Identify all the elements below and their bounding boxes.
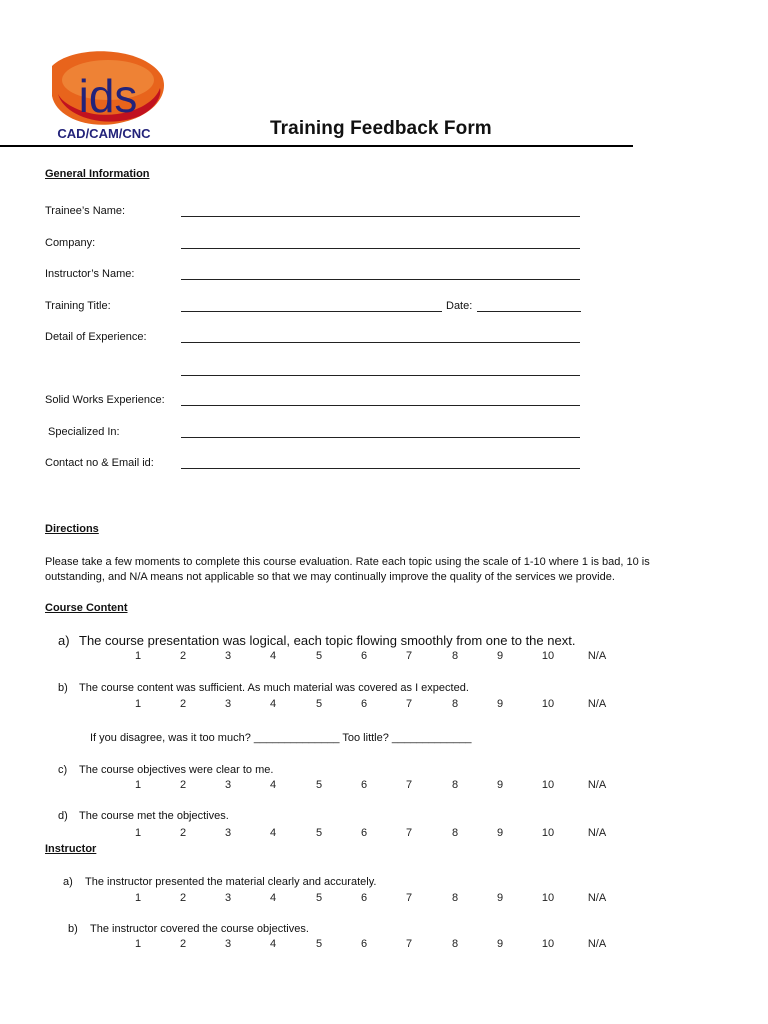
general-info-heading: General Information bbox=[45, 168, 150, 180]
training-title-label: Training Title: bbox=[45, 300, 111, 312]
rating-option-2[interactable]: 2 bbox=[179, 779, 187, 791]
rating-option-7[interactable]: 7 bbox=[405, 892, 413, 904]
rating-option-1[interactable]: 1 bbox=[134, 938, 142, 950]
question-text: The course met the objectives. bbox=[79, 810, 229, 822]
instructor-heading: Instructor bbox=[45, 843, 97, 855]
rating-option-6[interactable]: 6 bbox=[360, 779, 368, 791]
rating-option-6[interactable]: 6 bbox=[360, 892, 368, 904]
rating-option-8[interactable]: 8 bbox=[451, 698, 459, 710]
rating-option-8[interactable]: 8 bbox=[451, 892, 459, 904]
rating-option-5[interactable]: 5 bbox=[315, 938, 323, 950]
rating-option-7[interactable]: 7 bbox=[405, 779, 413, 791]
rating-option-10[interactable]: 10 bbox=[541, 827, 555, 839]
question-letter: a) bbox=[63, 876, 73, 888]
rating-option-9[interactable]: 9 bbox=[496, 938, 504, 950]
rating-option-10[interactable]: 10 bbox=[541, 892, 555, 904]
rating-option-2[interactable]: 2 bbox=[179, 650, 187, 662]
company-logo bbox=[44, 46, 170, 142]
rating-option-10[interactable]: 10 bbox=[541, 938, 555, 950]
header-divider bbox=[0, 145, 633, 147]
rating-option-1[interactable]: 1 bbox=[134, 698, 142, 710]
rating-option-1[interactable]: 1 bbox=[134, 779, 142, 791]
rating-option-4[interactable]: 4 bbox=[269, 650, 277, 662]
rating-option-3[interactable]: 3 bbox=[224, 779, 232, 791]
rating-option-4[interactable]: 4 bbox=[269, 698, 277, 710]
rating-option-5[interactable]: 5 bbox=[315, 779, 323, 791]
rating-option-5[interactable]: 5 bbox=[315, 827, 323, 839]
rating-option-4[interactable]: 4 bbox=[269, 892, 277, 904]
rating-option-na[interactable]: N/A bbox=[587, 779, 607, 791]
date-field[interactable] bbox=[477, 311, 581, 312]
rating-option-1[interactable]: 1 bbox=[134, 827, 142, 839]
directions-text: Please take a few moments to complete this course evaluation. Rate each topic using the scale of 1-10 where 1 is bad, 10 is outstanding, and N/A means not applicable so that we may continually improve the quality of the services we provide. bbox=[45, 556, 650, 583]
rating-option-2[interactable]: 2 bbox=[179, 698, 187, 710]
page-title: Training Feedback Form bbox=[270, 118, 492, 139]
course-content-heading: Course Content bbox=[45, 602, 128, 614]
specialized-in-label: Specialized In: bbox=[45, 426, 120, 438]
disagree-followup bbox=[90, 732, 471, 744]
rating-option-3[interactable]: 3 bbox=[224, 892, 232, 904]
date-label: Date: bbox=[446, 300, 473, 312]
company-label: Company: bbox=[45, 237, 96, 249]
rating-option-na[interactable]: N/A bbox=[587, 698, 607, 710]
rating-option-6[interactable]: 6 bbox=[360, 827, 368, 839]
rating-option-6[interactable]: 6 bbox=[360, 698, 368, 710]
rating-option-9[interactable]: 9 bbox=[496, 698, 504, 710]
instructor-name-label: Instructor’s Name: bbox=[45, 268, 135, 280]
rating-option-3[interactable]: 3 bbox=[224, 698, 232, 710]
logo-caption: CAD/CAM/CNC bbox=[57, 126, 151, 141]
too-much-field[interactable]: ______________ bbox=[253, 732, 340, 744]
question-letter: b) bbox=[58, 682, 68, 694]
rating-option-7[interactable]: 7 bbox=[405, 827, 413, 839]
rating-option-7[interactable]: 7 bbox=[405, 938, 413, 950]
too-little-field[interactable]: _____________ bbox=[391, 732, 472, 744]
solidworks-experience-field[interactable] bbox=[181, 405, 580, 406]
rating-option-1[interactable]: 1 bbox=[134, 892, 142, 904]
solidworks-experience-label: Solid Works Experience: bbox=[45, 394, 165, 406]
rating-option-5[interactable]: 5 bbox=[315, 698, 323, 710]
experience-detail-field[interactable] bbox=[181, 342, 580, 343]
rating-option-10[interactable]: 10 bbox=[541, 698, 555, 710]
rating-option-2[interactable]: 2 bbox=[179, 938, 187, 950]
rating-option-9[interactable]: 9 bbox=[496, 892, 504, 904]
rating-option-8[interactable]: 8 bbox=[451, 827, 459, 839]
rating-option-5[interactable]: 5 bbox=[315, 892, 323, 904]
rating-option-3[interactable]: 3 bbox=[224, 827, 232, 839]
rating-option-na[interactable]: N/A bbox=[587, 892, 607, 904]
rating-option-2[interactable]: 2 bbox=[179, 892, 187, 904]
experience-detail-label: Detail of Experience: bbox=[45, 331, 147, 343]
rating-option-10[interactable]: 10 bbox=[541, 779, 555, 791]
training-title-field[interactable] bbox=[181, 311, 442, 312]
rating-option-7[interactable]: 7 bbox=[405, 650, 413, 662]
rating-option-1[interactable]: 1 bbox=[134, 650, 142, 662]
followup-prefix: If you disagree, was it too much? bbox=[90, 732, 254, 744]
question-text: The instructor presented the material clearly and accurately. bbox=[85, 876, 377, 888]
question-letter: b) bbox=[68, 923, 78, 935]
rating-option-5[interactable]: 5 bbox=[315, 650, 323, 662]
rating-option-na[interactable]: N/A bbox=[587, 827, 607, 839]
followup-middle: Too little? bbox=[339, 732, 392, 744]
rating-option-6[interactable]: 6 bbox=[360, 650, 368, 662]
rating-option-2[interactable]: 2 bbox=[179, 827, 187, 839]
question-letter: a) bbox=[58, 633, 70, 648]
rating-option-9[interactable]: 9 bbox=[496, 779, 504, 791]
rating-option-na[interactable]: N/A bbox=[587, 938, 607, 950]
rating-option-7[interactable]: 7 bbox=[405, 698, 413, 710]
experience-detail-field-2[interactable] bbox=[181, 375, 580, 376]
question-text: The instructor covered the course objectives. bbox=[90, 923, 309, 935]
rating-option-4[interactable]: 4 bbox=[269, 938, 277, 950]
rating-option-4[interactable]: 4 bbox=[269, 779, 277, 791]
question-text: The course content was sufficient. As much material was covered as I expected. bbox=[79, 682, 469, 694]
rating-option-9[interactable]: 9 bbox=[496, 650, 504, 662]
rating-option-3[interactable]: 3 bbox=[224, 650, 232, 662]
question-letter: d) bbox=[58, 810, 68, 822]
company-field[interactable] bbox=[181, 248, 580, 249]
trainee-name-field[interactable] bbox=[181, 216, 580, 217]
instructor-name-field[interactable] bbox=[181, 279, 580, 280]
rating-option-4[interactable]: 4 bbox=[269, 827, 277, 839]
question-text: The course objectives were clear to me. bbox=[79, 764, 274, 776]
question-text: The course presentation was logical, each topic flowing smoothly from one to the next. bbox=[79, 633, 576, 648]
logo-text: ids bbox=[78, 70, 138, 122]
rating-option-3[interactable]: 3 bbox=[224, 938, 232, 950]
rating-option-8[interactable]: 8 bbox=[451, 779, 459, 791]
directions-heading: Directions bbox=[45, 523, 99, 535]
trainee-name-label: Trainee’s Name: bbox=[45, 205, 126, 217]
question-letter: c) bbox=[58, 764, 68, 776]
rating-option-8[interactable]: 8 bbox=[451, 938, 459, 950]
rating-option-8[interactable]: 8 bbox=[451, 650, 459, 662]
rating-option-na[interactable]: N/A bbox=[587, 650, 607, 662]
specialized-in-field[interactable] bbox=[181, 437, 580, 438]
rating-option-6[interactable]: 6 bbox=[360, 938, 368, 950]
contact-email-field[interactable] bbox=[181, 468, 580, 469]
rating-option-10[interactable]: 10 bbox=[541, 650, 555, 662]
contact-email-label: Contact no & Email id: bbox=[45, 457, 154, 469]
rating-option-9[interactable]: 9 bbox=[496, 827, 504, 839]
